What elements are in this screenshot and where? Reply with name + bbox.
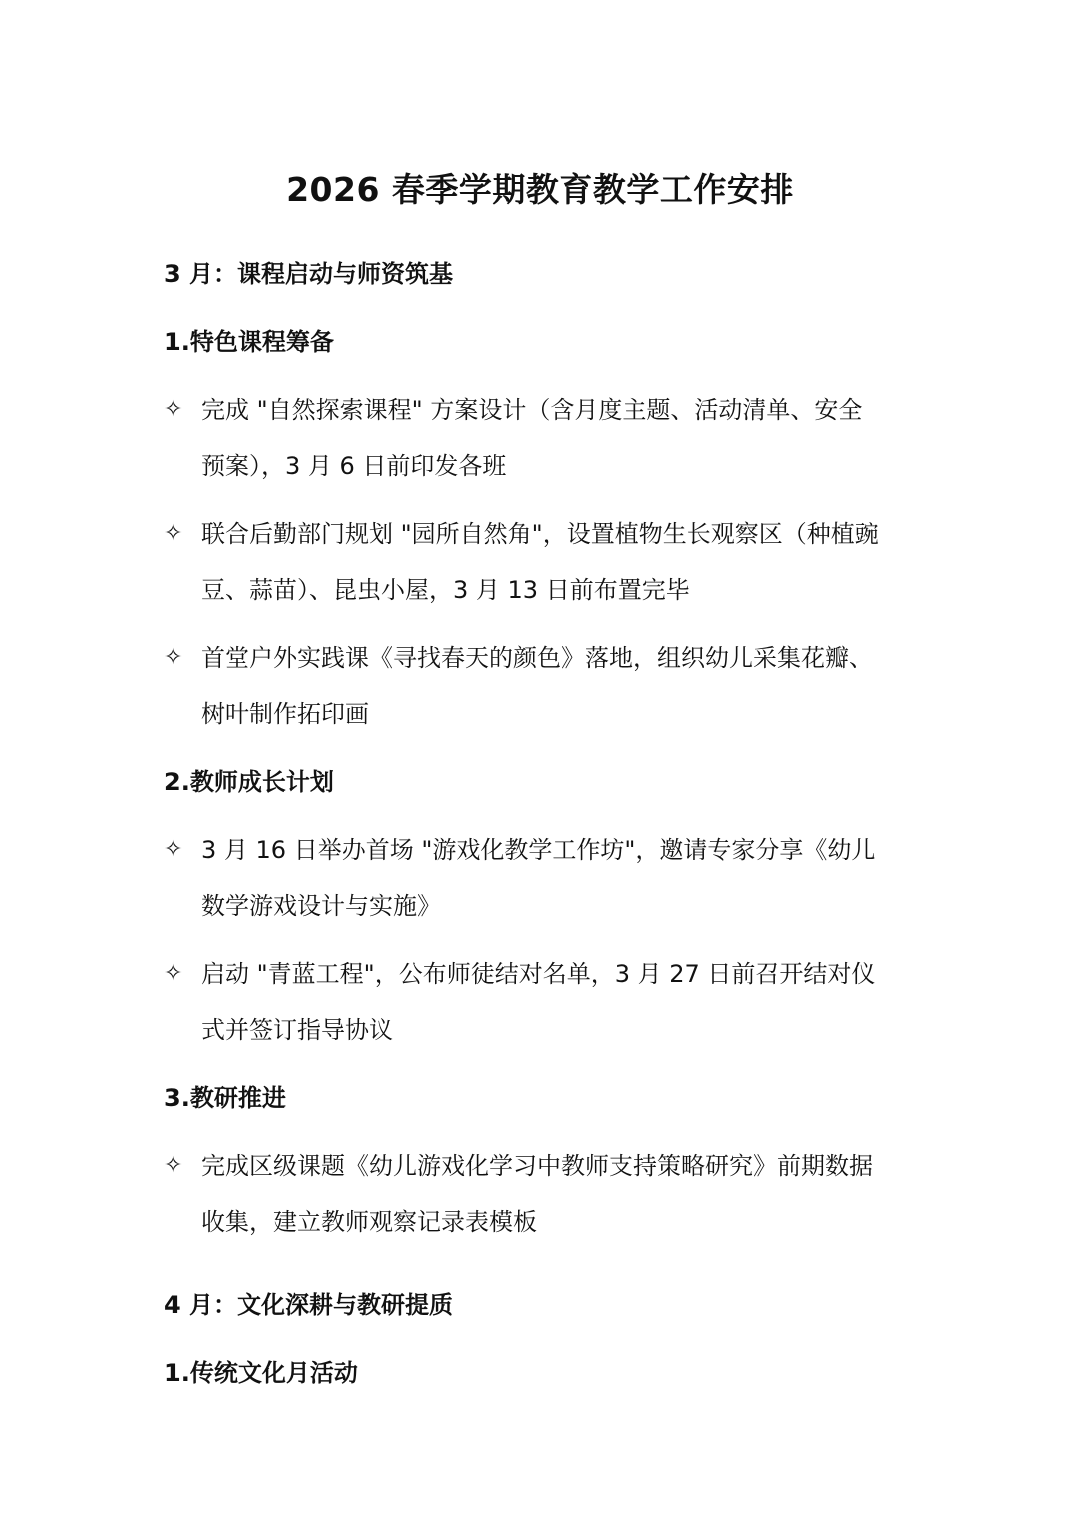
sparkle-bullet-icon: ✧	[164, 645, 183, 670]
list-item-text: 联合后勤部门规划 "园所自然角"，设置植物生长观察区（种植豌	[201, 520, 879, 548]
subsection-heading-course-prep: 1.特色课程筹备	[164, 328, 334, 356]
sparkle-bullet-icon: ✧	[164, 397, 183, 422]
list-item-text: 预案），3 月 6 日前印发各班	[201, 452, 507, 480]
sparkle-bullet-icon: ✧	[164, 1153, 183, 1178]
list-item-text: 式并签订指导协议	[201, 1016, 393, 1044]
month-heading-april: 4 月：文化深耕与教研提质	[164, 1291, 454, 1319]
subsection-heading-traditional-culture: 1.传统文化月活动	[164, 1359, 358, 1387]
list-item-text: 完成区级课题《幼儿游戏化学习中教师支持策略研究》前期数据	[201, 1152, 873, 1180]
list-item-text: 3 月 16 日举办首场 "游戏化教学工作坊"，邀请专家分享《幼儿	[201, 836, 876, 864]
list-item-text: 数学游戏设计与实施》	[201, 892, 441, 920]
list-item-text: 启动 "青蓝工程"，公布师徒结对名单，3 月 27 日前召开结对仪	[201, 960, 876, 988]
list-item-text: 树叶制作拓印画	[201, 700, 369, 728]
list-item-text: 收集，建立教师观察记录表模板	[201, 1208, 537, 1236]
list-item-text: 完成 "自然探索课程" 方案设计（含月度主题、活动清单、安全	[201, 396, 863, 424]
document-title: 2026 春季学期教育教学工作安排	[286, 170, 794, 209]
sparkle-bullet-icon: ✧	[164, 521, 183, 546]
month-heading-march: 3 月：课程启动与师资筑基	[164, 260, 454, 288]
list-item-text: 首堂户外实践课《寻找春天的颜色》落地，组织幼儿采集花瓣、	[201, 644, 873, 672]
sparkle-bullet-icon: ✧	[164, 837, 183, 862]
subsection-heading-teaching-research: 3.教研推进	[164, 1084, 286, 1112]
subsection-heading-teacher-growth: 2.教师成长计划	[164, 768, 334, 796]
list-item-text: 豆、蒜苗）、昆虫小屋，3 月 13 日前布置完毕	[201, 576, 690, 604]
sparkle-bullet-icon: ✧	[164, 961, 183, 986]
